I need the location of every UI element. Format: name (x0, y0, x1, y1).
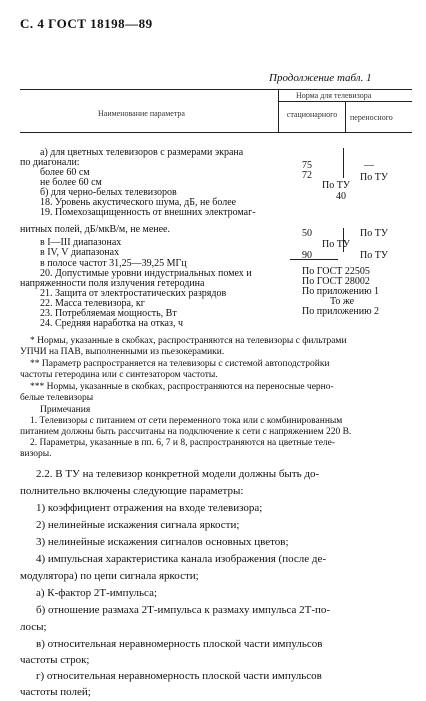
table-value: По ГОСТ 28002 (302, 276, 370, 287)
table-col-divider-2 (345, 101, 346, 132)
table-row-text: 23. Потребляемая мощность, Вт (40, 308, 177, 319)
table-row-text: 20. Допустимые уровни индустриальных помех и (40, 268, 252, 279)
column-header-stationary: стационарного (286, 110, 338, 119)
table-value: 90 (302, 250, 312, 261)
footnote-line: *** Нормы, указанные в скобках, распространяются на переносные черно- (30, 382, 334, 392)
body-text-line: частоты строк; (20, 654, 90, 666)
table-value: По ТУ (360, 172, 388, 183)
table-value: По ТУ (322, 239, 350, 250)
body-text-line: г) относительная неравномерность плоской части импульсов (36, 670, 322, 682)
table-row-text: в полосе частот 31,25—39,25 МГц (40, 258, 187, 269)
table-value: По ГОСТ 22505 (302, 266, 370, 277)
table-row-text: 22. Масса телевизора, кг (40, 298, 145, 309)
footnote-line: частоты гетеродина или с синтезатором частоты. (20, 370, 218, 380)
table-value: По ТУ (360, 228, 388, 239)
table-header-bottom-rule (20, 132, 412, 133)
body-text-line: в) относительная неравномерность плоской части импульсов (36, 638, 323, 650)
body-text-line: 2.2. В ТУ на телевизор конкретной модели должны быть до- (36, 468, 320, 480)
body-text-line: б) отношение размаха 2Т-импульса к размаху импульса 2Т-по- (36, 604, 331, 616)
body-text-line: 3) нелинейные искажения сигналов основных цветов; (36, 536, 289, 548)
table-value: То же (330, 296, 355, 307)
table-value: По приложению 2 (302, 306, 380, 317)
table-value: 40 (336, 191, 346, 202)
table-value-rule (290, 259, 338, 260)
table-value: — (364, 160, 374, 171)
table-value: 72 (302, 170, 312, 181)
body-text-line: а) К-фактор 2Т-импульса; (36, 587, 158, 599)
column-header-parameter: Наименование параметра (98, 109, 185, 118)
note-line: питанием должны быть рассчитаны на подключение к сети с напряжением 220 В. (20, 427, 352, 437)
table-row-text: по диагонали: (20, 157, 80, 168)
table-row-text: 18. Уровень акустического шума, дБ, не более (40, 197, 237, 208)
column-header-portable: переносного (350, 113, 393, 122)
body-text-line: модулятора) по цепи сигнала яркости; (20, 570, 199, 582)
table-value: По ТУ (322, 180, 350, 191)
table-value: По ТУ (360, 250, 388, 261)
table-col-divider-1 (278, 89, 279, 132)
table-row-text: нитных полей, дБ/мкВ/м, не менее. (20, 224, 170, 235)
table-row-text: 21. Защита от электростатических разрядов (40, 288, 227, 299)
table-row-text: не более 60 см (40, 177, 102, 188)
table-continuation-label: Продолжение табл. 1 (269, 72, 372, 84)
table-row-text: в IV, V диапазонах (40, 247, 120, 258)
table-value: 75 (302, 160, 312, 171)
footnote-line: * Нормы, указанные в скобках, распространяются на телевизоры с фильтрами (30, 336, 347, 346)
table-value-brace (343, 148, 344, 178)
body-text-line: 1) коэффициент отражения на входе телевизора; (36, 502, 263, 514)
body-text-line: частоты полей; (20, 686, 91, 698)
page-header: С. 4 ГОСТ 18198—89 (20, 16, 153, 31)
note-line: 1. Телевизоры с питанием от сети переменного тока или с комбинированным (30, 416, 343, 426)
table-row-text: 19. Помехозащищенность от внешних электромаг- (40, 207, 256, 218)
body-text-line: полнительно включены следующие параметры: (20, 485, 244, 497)
body-text-line: 2) нелинейные искажения сигнала яркости; (36, 519, 240, 531)
table-row-text: а) для цветных телевизоров с размерами экрана (40, 147, 244, 158)
table-row-text: б) для черно-белых телевизоров (40, 187, 177, 198)
body-text-line: лосы; (20, 621, 47, 633)
table-row-text: напряженности поля излучения гетеродина (20, 278, 205, 289)
footnote-line: ** Параметр распространяется на телевизоры с системой автоподстройки (30, 359, 330, 369)
table-row-text: более 60 см (40, 167, 90, 178)
table-value: По приложению 1 (302, 286, 380, 297)
table-row-text: в I—III диапазонах (40, 237, 122, 248)
column-header-norm: Норма для телевизора (296, 91, 372, 100)
note-line: Примечания (40, 405, 91, 415)
body-text-line: 4) импульсная характеристика канала изображения (после де- (36, 553, 326, 565)
table-top-rule (20, 89, 412, 90)
table-value: 50 (302, 228, 312, 239)
note-line: визоры. (20, 449, 52, 459)
table-row-text: 24. Средняя наработка на отказ, ч (40, 318, 183, 329)
footnote-line: белые телевизоры (20, 393, 94, 403)
note-line: 2. Параметры, указанные в пп. 6, 7 и 8, распространяются на цветные теле- (30, 438, 336, 448)
footnote-line: УПЧИ на ПАВ, выполненными из пьезокерамики. (20, 347, 225, 357)
